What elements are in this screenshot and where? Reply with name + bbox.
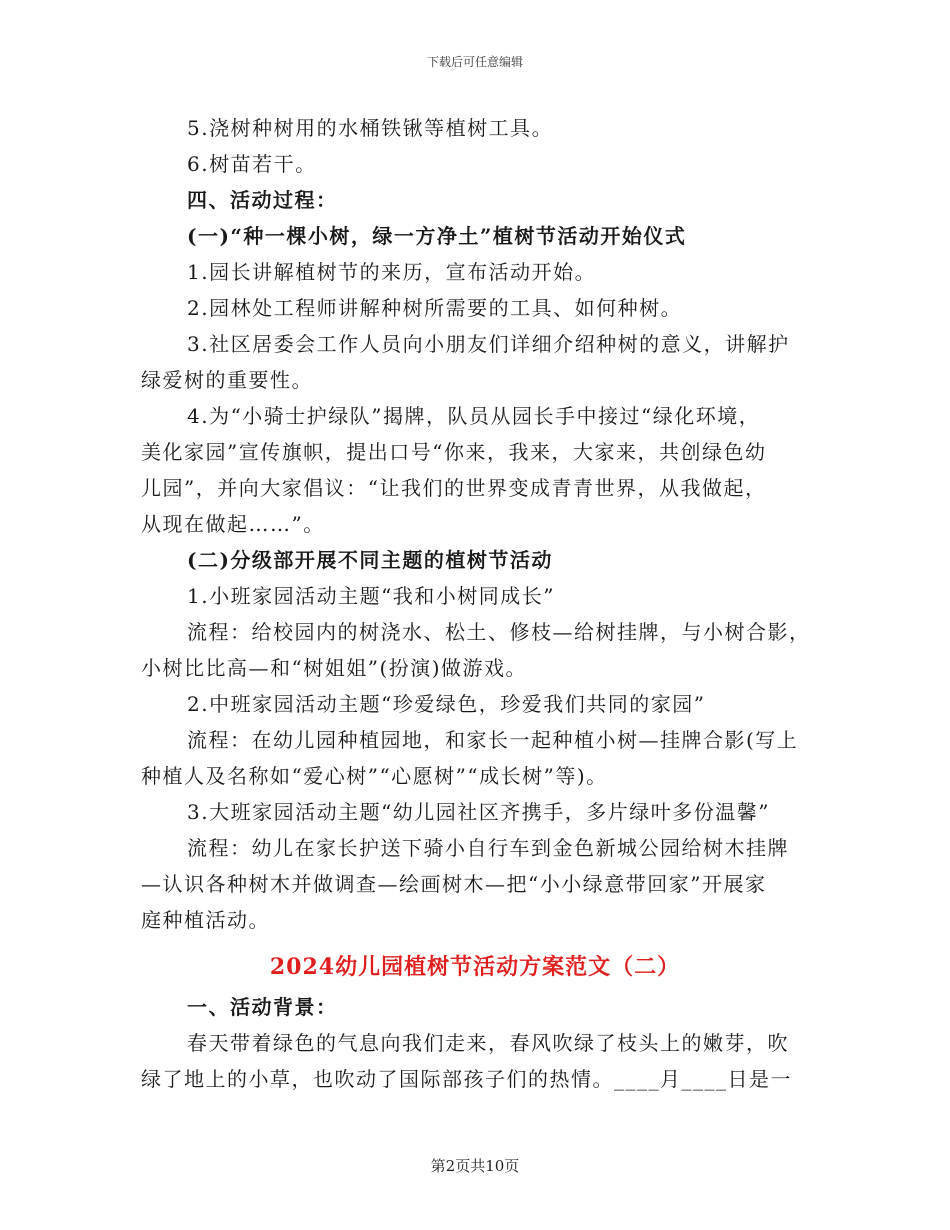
paragraph-line: 庭种植活动。 [141,908,270,932]
paragraph-line: 从现在做起……”。 [141,512,325,536]
header-note: 下载后可任意编辑 [426,55,523,69]
document-title: 2024幼儿园植树节活动方案范文（二） [269,954,681,980]
subsection-heading: (一)“种一棵小树，绿一方净土”植树节活动开始仪式 [187,224,687,248]
paragraph-line: —认识各种树木并做调查—绘画树木—把“小小绿意带回家”开展家 [141,872,767,896]
paragraph-line: 2.园林处工程师讲解种树所需要的工具、如何种树。 [187,296,683,320]
paragraph-line: 2.中班家园活动主题“珍爱绿色，珍爱我们共同的家园” [187,692,706,716]
paragraph-line: 3.社区居委会工作人员向小朋友们详细介绍种树的意义，讲解护 [187,332,790,356]
paragraph-line: 种植人及名称如“爱心树”“心愿树”“成长树”等)。 [141,764,608,788]
paragraph-line: 1.小班家园活动主题“我和小树同成长” [187,584,556,608]
paragraph-line: 绿了地上的小草，也吹动了国际部孩子们的热情。____月____日是一 [141,1067,792,1091]
section-heading: 一、活动背景： [187,995,338,1019]
document-body [141,110,809,1097]
page-number: 第2页共10页 [430,1157,520,1175]
paragraph-line: 4.为“小骑士护绿队”揭牌，队员从园长手中接过“绿化环境， [187,404,761,428]
paragraph-line: 美化家园”宣传旗帜，提出口号“你来，我来，大家来，共创绿色幼 [141,440,767,464]
paragraph-line: 3.大班家园活动主题“幼儿园社区齐携手，多片绿叶多份温馨” [187,800,771,824]
paragraph-line: 流程：幼儿在家长护送下骑小自行车到金色新城公园给树木挂牌 [187,836,789,860]
paragraph-line: 流程：在幼儿园种植园地，和家长一起种植小树—挂牌合影(写上 [187,728,799,752]
paragraph-line: 5.浇树种树用的水桶铁锹等植树工具。 [187,116,554,140]
paragraph-line: 绿爱树的重要性。 [141,368,313,392]
paragraph-line: 1.园长讲解植树节的来历，宣布活动开始。 [187,260,597,284]
paragraph-line: 6.树苗若干。 [187,152,317,176]
section-heading: 四、活动过程： [187,188,338,212]
paragraph-line: 小树比比高—和“树姐姐”(扮演)做游戏。 [141,656,528,680]
subsection-heading: (二)分级部开展不同主题的植树节活动 [187,548,553,572]
paragraph-line: 春天带着绿色的气息向我们走来，春风吹绿了枝头上的嫩芽，吹 [187,1031,789,1055]
paragraph-line: 儿园”，并向大家倡议：“让我们的世界变成青青世界，从我做起， [141,476,767,500]
paragraph-line: 流程：给校园内的树浇水、松土、修枝—给树挂牌，与小树合影， [187,620,811,644]
